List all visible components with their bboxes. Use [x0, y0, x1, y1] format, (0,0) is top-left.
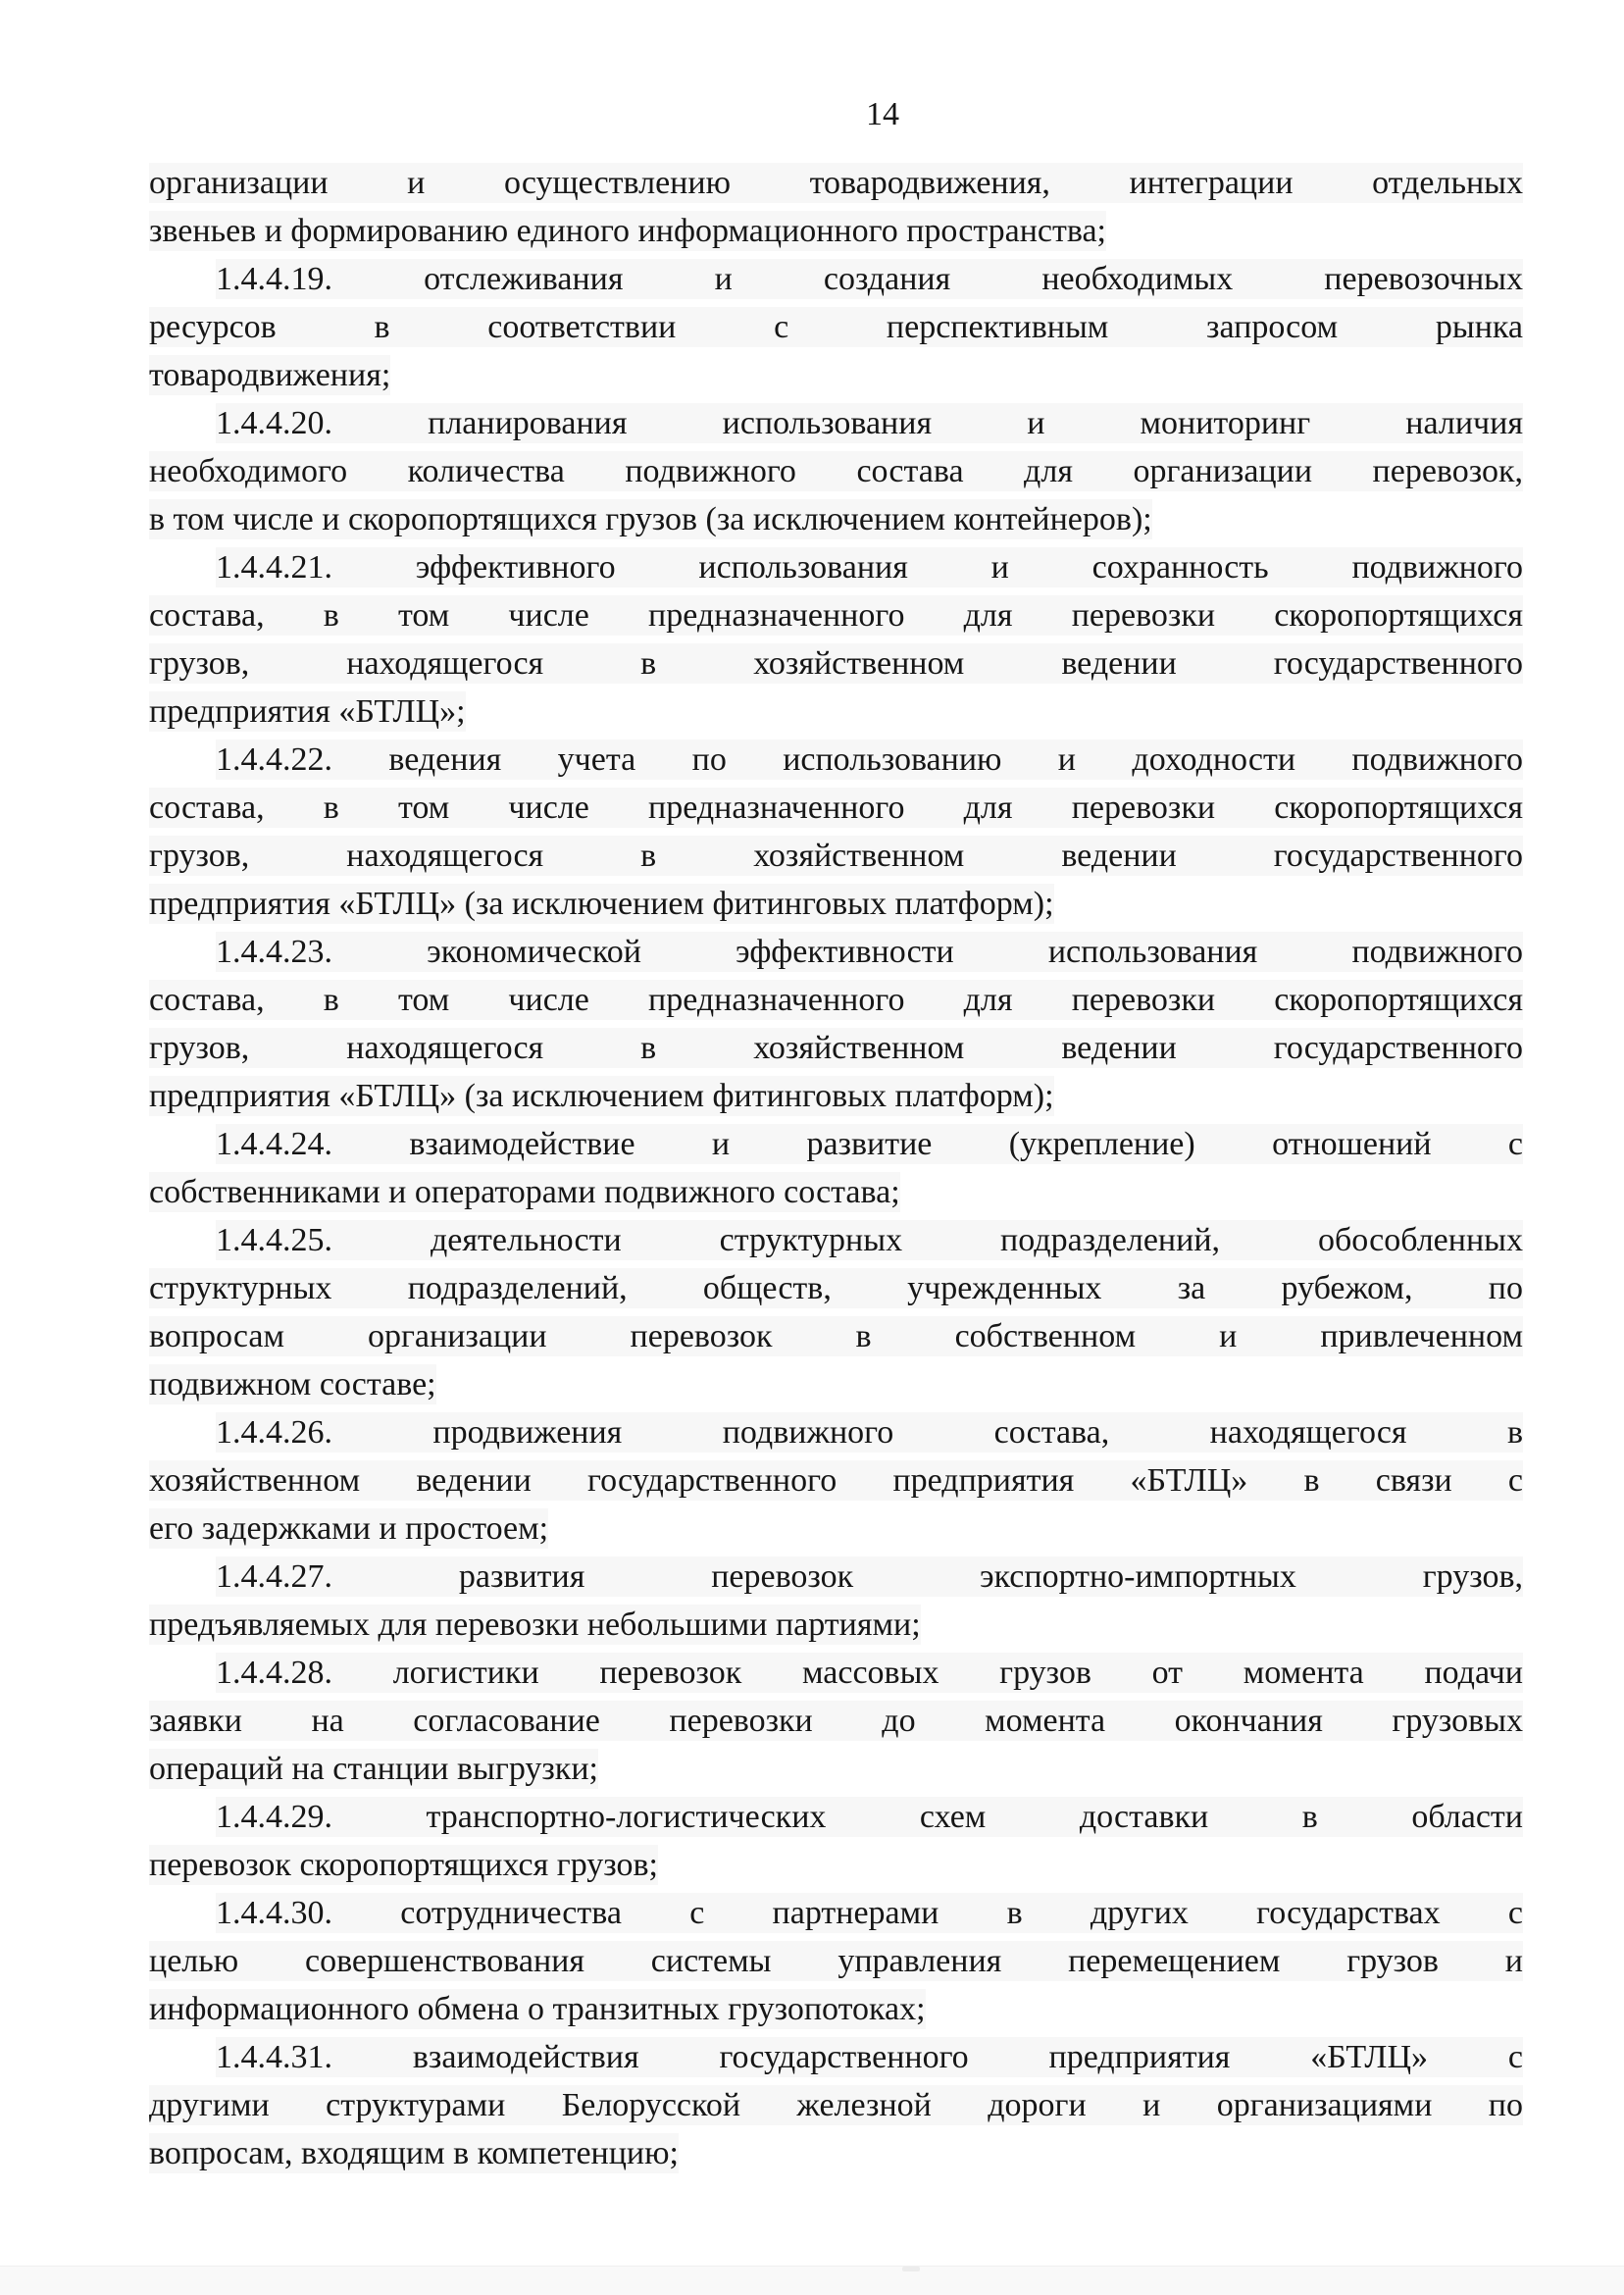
text-line	[149, 1504, 1523, 1553]
text-line-content: предъявляемых для перевозки небольшими партиями;	[149, 1606, 921, 1643]
text-line	[149, 591, 1523, 639]
text-line-content: грузов, находящегося в хозяйственном ведении государственного	[149, 838, 1523, 874]
text-line-content: 1.4.4.19. отслеживания и создания необходимых перевозочных	[216, 261, 1523, 297]
text-line-content: 1.4.4.27. развития перевозок экспортно-импортных грузов,	[216, 1558, 1523, 1595]
text-line-content: другими структурами Белорусской железной дороги и организациями по	[149, 2087, 1523, 2123]
text-line-content: 1.4.4.26. продвижения подвижного состава, находящегося в	[216, 1414, 1523, 1451]
text-line	[149, 1745, 1523, 1793]
text-line	[149, 1360, 1523, 1408]
page-number: 14	[866, 96, 899, 132]
text-line	[149, 1697, 1523, 1745]
text-line-content: грузов, находящегося в хозяйственном ведении государственного	[149, 1030, 1523, 1066]
text-line	[149, 399, 1523, 447]
text-line	[149, 1120, 1523, 1168]
text-line	[149, 1456, 1523, 1504]
text-line	[149, 784, 1523, 832]
text-line	[149, 255, 1523, 303]
text-line-content: операций на станции выгрузки;	[149, 1751, 598, 1787]
text-line	[149, 639, 1523, 688]
text-line-content: организации и осуществлению товародвижения, интеграции отдельных	[149, 165, 1523, 201]
text-line-content: предприятия «БТЛЦ» (за исключением фитинговых платформ);	[149, 1078, 1054, 1114]
text-line	[149, 1072, 1523, 1120]
text-line-content: 1.4.4.21. эффективного использования и сохранность подвижного	[216, 549, 1523, 586]
text-line	[149, 1889, 1523, 1937]
text-line-content: подвижном составе;	[149, 1366, 436, 1402]
text-line	[149, 1312, 1523, 1360]
scan-smudge	[902, 2267, 920, 2271]
text-line-content: структурных подразделений, обществ, учрежденных за рубежом, по	[149, 1270, 1523, 1306]
document-text	[149, 159, 1523, 2177]
text-line	[149, 351, 1523, 399]
text-line-content: заявки на согласование перевозки до момента окончания грузовых	[149, 1703, 1523, 1739]
text-line	[149, 447, 1523, 495]
text-line	[149, 1024, 1523, 1072]
text-line-content: звеньев и формированию единого информационного пространства;	[149, 213, 1107, 249]
text-line	[149, 1985, 1523, 2033]
text-line-content: 1.4.4.20. планирования использования и мониторинг наличия	[216, 405, 1523, 441]
text-line	[149, 2129, 1523, 2177]
text-line	[149, 2081, 1523, 2129]
text-line	[149, 1937, 1523, 1985]
text-line-content: 1.4.4.30. сотрудничества с партнерами в других государствах с	[216, 1895, 1523, 1931]
text-line-content: товародвижения;	[149, 357, 391, 393]
text-line	[149, 495, 1523, 543]
text-line-content: предприятия «БТЛЦ»;	[149, 693, 466, 730]
text-line-content: информационного обмена о транзитных грузопотоках;	[149, 1991, 926, 2027]
text-line	[149, 1601, 1523, 1649]
text-line-content: целью совершенствования системы управления перемещением грузов и	[149, 1943, 1523, 1979]
text-line-content: 1.4.4.23. экономической эффективности использования подвижного	[216, 934, 1523, 970]
text-line	[149, 543, 1523, 591]
text-line-content: ресурсов в соответствии с перспективным запросом рынка	[149, 309, 1523, 345]
text-line-content: состава, в том числе предназначенного для перевозки скоропортящихся	[149, 982, 1523, 1018]
text-line	[149, 688, 1523, 736]
text-line-content: 1.4.4.25. деятельности структурных подразделений, обособленных	[216, 1222, 1523, 1258]
text-line-content: в том числе и скоропортящихся грузов (за исключением контейнеров);	[149, 501, 1152, 537]
text-line-content: 1.4.4.31. взаимодействия государственного предприятия «БТЛЦ» с	[216, 2039, 1523, 2075]
text-line-content: необходимого количества подвижного состава для организации перевозок,	[149, 453, 1523, 489]
text-line-content: 1.4.4.22. ведения учета по использованию и доходности подвижного	[216, 741, 1523, 778]
text-line	[149, 1841, 1523, 1889]
text-line-content: предприятия «БТЛЦ» (за исключением фитинговых платформ);	[149, 886, 1054, 922]
text-line-content: грузов, находящегося в хозяйственном ведении государственного	[149, 645, 1523, 682]
text-line	[149, 1216, 1523, 1264]
text-line	[149, 928, 1523, 976]
text-line	[149, 2033, 1523, 2081]
text-line	[149, 832, 1523, 880]
text-line-content: перевозок скоропортящихся грузов;	[149, 1847, 658, 1883]
text-line-content: вопросам организации перевозок в собственном и привлеченном	[149, 1318, 1523, 1354]
text-line-content: состава, в том числе предназначенного для перевозки скоропортящихся	[149, 597, 1523, 634]
text-line-content: собственниками и операторами подвижного состава;	[149, 1174, 900, 1210]
text-line-content: хозяйственном ведении государственного предприятия «БТЛЦ» в связи с	[149, 1462, 1523, 1499]
text-line-content: состава, в том числе предназначенного для перевозки скоропортящихся	[149, 790, 1523, 826]
text-line	[149, 1793, 1523, 1841]
text-line	[149, 1408, 1523, 1456]
text-line	[149, 1264, 1523, 1312]
text-line	[149, 159, 1523, 207]
text-line-content: 1.4.4.29. транспортно-логистических схем доставки в области	[216, 1799, 1523, 1835]
text-line-content: его задержками и простоем;	[149, 1510, 549, 1547]
text-line	[149, 976, 1523, 1024]
scan-edge-band	[0, 2266, 1624, 2295]
text-line	[149, 303, 1523, 351]
text-line-content: 1.4.4.28. логистики перевозок массовых грузов от момента подачи	[216, 1655, 1523, 1691]
text-line-content: вопросам, входящим в компетенцию;	[149, 2135, 679, 2171]
text-line-content: 1.4.4.24. взаимодействие и развитие (укрепление) отношений с	[216, 1126, 1523, 1162]
text-line	[149, 1649, 1523, 1697]
text-line	[149, 880, 1523, 928]
text-line	[149, 736, 1523, 784]
text-line	[149, 1553, 1523, 1601]
text-line	[149, 207, 1523, 255]
text-line	[149, 1168, 1523, 1216]
